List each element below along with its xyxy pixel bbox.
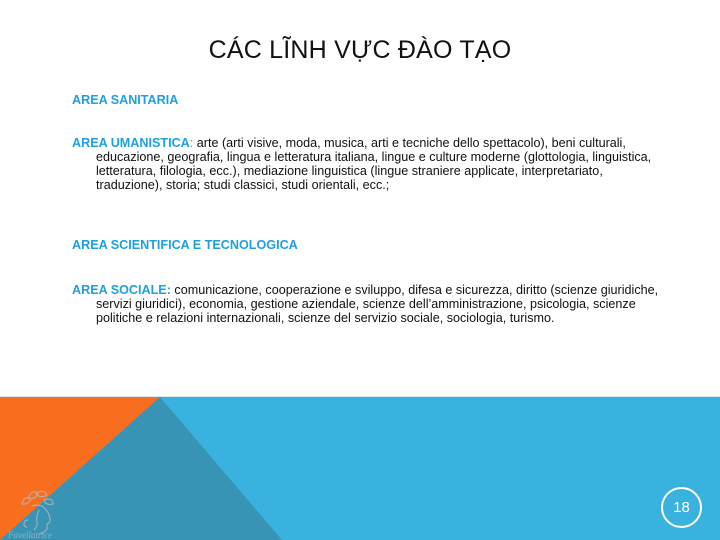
area-text: comunicazione, cooperazione e sviluppo, difesa e sicurezza, diritto (scienze giuridiche, servizi giuridici), economia, gestione aziendale, scienze dell’amministrazione, psicologia, scienze politiche e relazioni internazionali, scienze del servizio sociale, sociologia, turismo. [96, 283, 659, 325]
area-colon: : [166, 283, 171, 297]
area-heading: AREA SCIENTIFICA E TECNOLOGICA [72, 238, 298, 252]
area-text: arte (arti visive, moda, musica, arti e tecniche dello spettacolo), beni culturali, educazione, geografia, lingua e letteratura italiana, lingue e culture moderne (glottologia, linguistica, letteratura, filologia, ecc.), mediazione linguistica (lingue straniere applicate, interpretariato, traduzione), storia; studi classici, studi orientali, ecc.; [96, 136, 652, 192]
area-colon: : [189, 136, 194, 150]
footer-band [0, 397, 720, 540]
area-heading: AREA SANITARIA [72, 93, 179, 107]
favellatrice-logo-icon [8, 480, 68, 540]
area-sanitaria [72, 93, 662, 107]
area-sociale [72, 283, 662, 325]
area-umanistica [72, 136, 662, 192]
footer-shapes [0, 397, 720, 540]
svg-text:Favellatrice: Favellatrice [8, 530, 52, 540]
page-number-badge: 18 [661, 487, 702, 528]
area-scientifica [72, 238, 662, 252]
area-heading: AREA UMANISTICA [72, 136, 190, 150]
slide-title: CÁC LĨNH VỰC ĐÀO TẠO [208, 36, 512, 64]
area-heading: AREA SOCIALE [72, 283, 167, 297]
